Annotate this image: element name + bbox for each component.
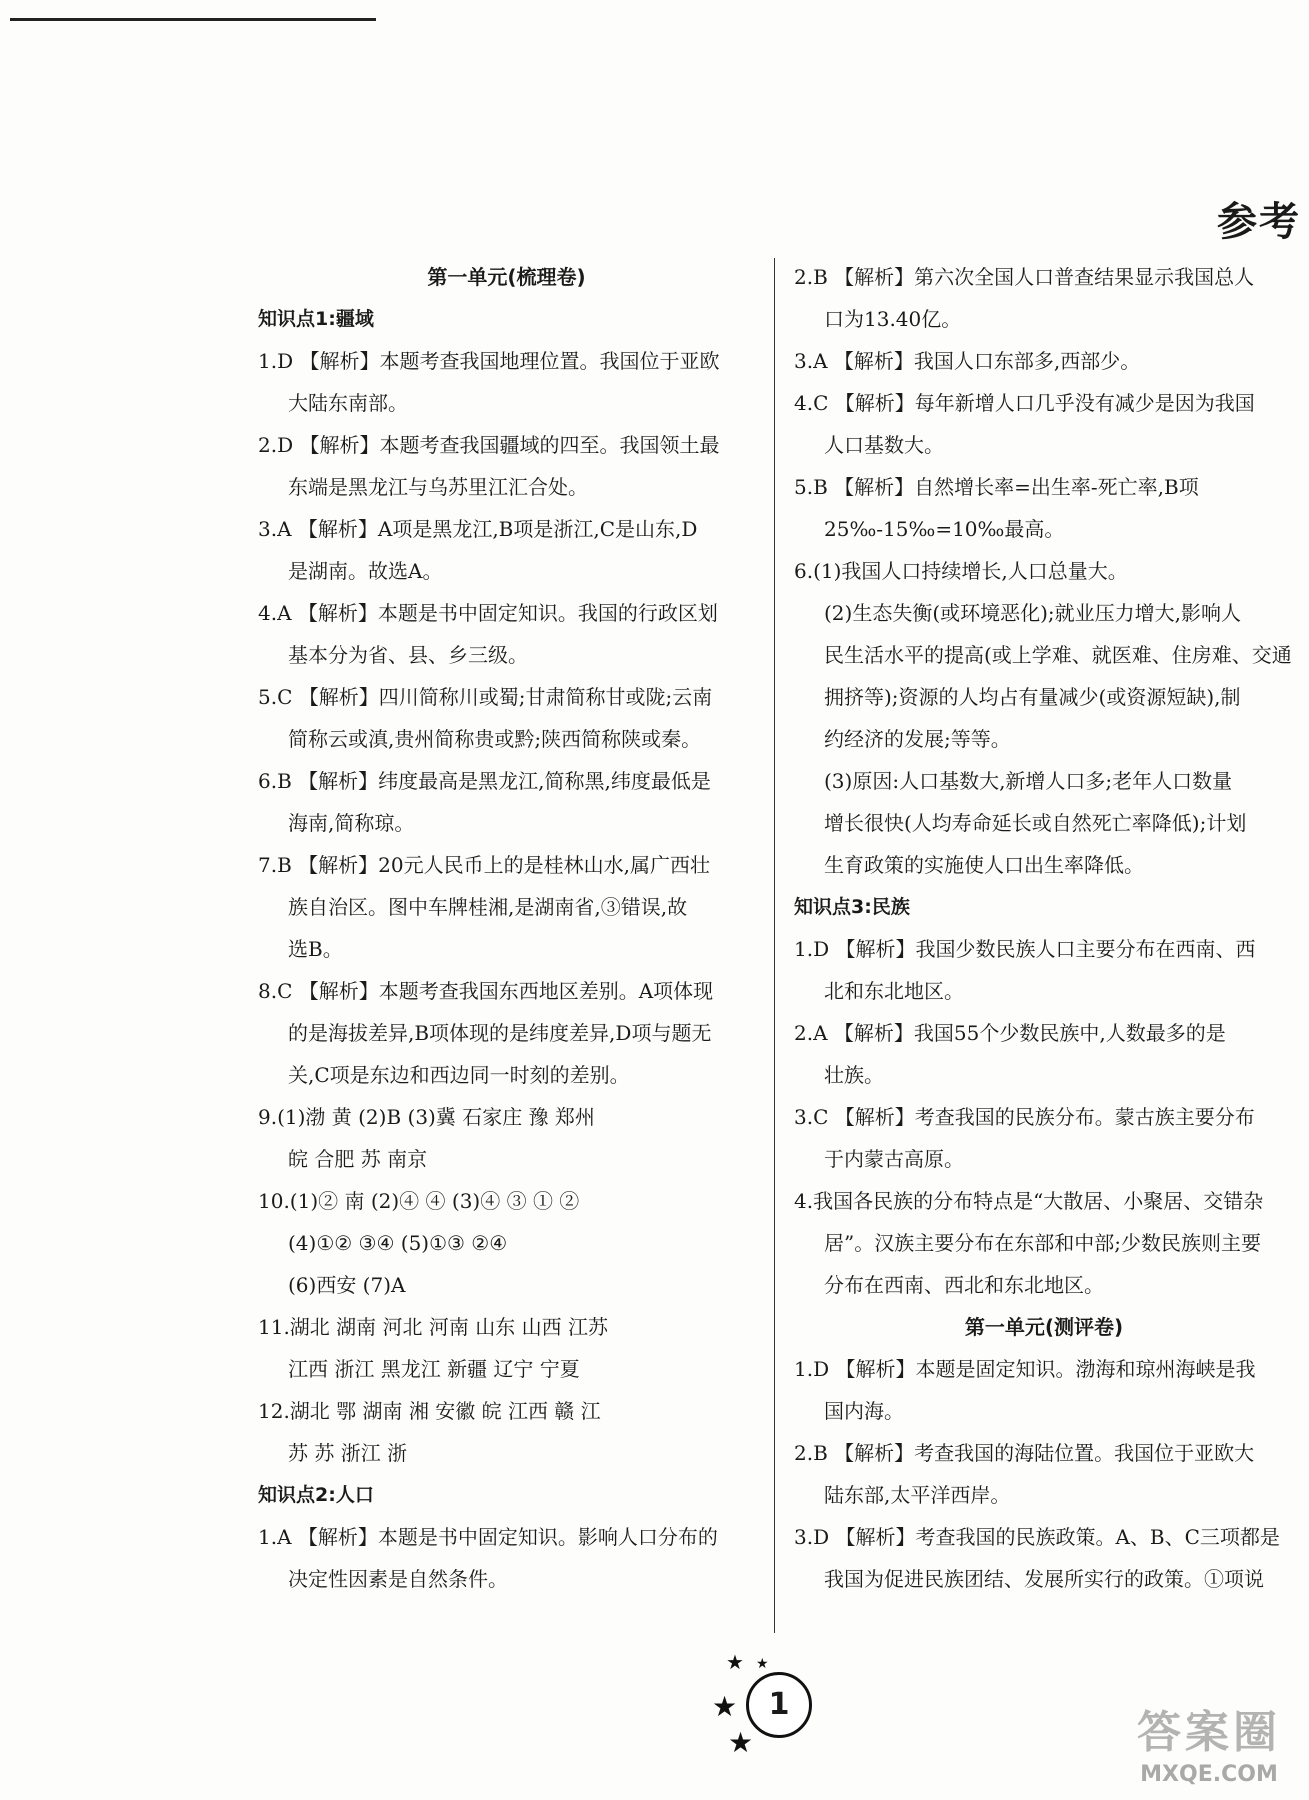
- answer-continuation: 的是海拔差异,B项体现的是纬度差异,D项与题无: [288, 1021, 712, 1045]
- answer-line: 11.湖北 湖南 河北 河南 山东 山西 江苏: [258, 1315, 608, 1339]
- answer-line: 2.A 【解析】我国55个少数民族中,人数最多的是: [794, 1021, 1226, 1045]
- answer-line: 9.(1)渤 黄 (2)B (3)冀 石家庄 豫 郑州: [258, 1105, 595, 1129]
- answer-continuation: 是湖南。故选A。: [288, 559, 443, 583]
- answer-continuation: (2)生态失衡(或环境恶化);就业压力增大,影响人: [824, 601, 1242, 625]
- knowledge-point-heading: 知识点2:人口: [258, 1484, 374, 1506]
- answer-line: 3.C 【解析】考查我国的民族分布。蒙古族主要分布: [794, 1105, 1255, 1129]
- answer-line: 5.C 【解析】四川简称川或蜀;甘肃简称甘或陇;云南: [258, 685, 713, 709]
- section-heading: 第一单元(梳理卷): [427, 265, 586, 289]
- answer-continuation: 北和东北地区。: [824, 979, 964, 1003]
- star-icon: ★: [712, 1690, 738, 1723]
- column-divider: [774, 258, 775, 1633]
- answer-line: 1.A 【解析】本题是书中固定知识。影响人口分布的: [258, 1525, 718, 1549]
- watermark-text: 答案圈: [1137, 1707, 1281, 1758]
- answer-line: 6.(1)我国人口持续增长,人口总量大。: [794, 559, 1128, 583]
- answer-continuation: 增长很快(人均寿命延长或自然死亡率降低);计划: [824, 811, 1247, 835]
- answer-continuation: 民生活水平的提高(或上学难、就医难、住房难、交通: [824, 643, 1292, 667]
- answer-continuation: 基本分为省、县、乡三级。: [288, 643, 528, 667]
- answer-continuation: 约经济的发展;等等。: [824, 727, 1011, 751]
- answer-line: 12.湖北 鄂 湖南 湘 安徽 皖 江西 赣 江: [258, 1399, 601, 1423]
- answer-continuation: 壮族。: [824, 1063, 884, 1087]
- top-rule: [10, 18, 376, 21]
- answer-line: 3.D 【解析】考查我国的民族政策。A、B、C三项都是: [794, 1525, 1280, 1549]
- answer-line: 5.B 【解析】自然增长率=出生率-死亡率,B项: [794, 475, 1199, 499]
- knowledge-point-heading: 知识点1:疆域: [258, 308, 374, 330]
- answer-continuation: (3)原因:人口基数大,新增人口多;老年人口数量: [824, 769, 1233, 793]
- star-icon: ★: [726, 1650, 744, 1674]
- answer-continuation: (6)西安 (7)A: [288, 1273, 406, 1297]
- watermark-url: MXQE.COM: [1140, 1762, 1278, 1787]
- answer-line: 3.A 【解析】我国人口东部多,西部少。: [794, 349, 1141, 373]
- answer-continuation: 皖 合肥 苏 南京: [288, 1147, 428, 1171]
- answer-continuation: 选B。: [288, 937, 343, 961]
- answer-continuation: 关,C项是东边和西边同一时刻的差别。: [288, 1063, 630, 1087]
- answer-line: 2.B 【解析】第六次全国人口普查结果显示我国总人: [794, 265, 1255, 289]
- answer-line: 2.B 【解析】考查我国的海陆位置。我国位于亚欧大: [794, 1441, 1255, 1465]
- answer-continuation: 苏 苏 浙江 浙: [288, 1441, 408, 1465]
- answer-line: 4.A 【解析】本题是书中固定知识。我国的行政区划: [258, 601, 718, 625]
- answer-continuation: 陆东部,太平洋西岸。: [824, 1483, 1011, 1507]
- watermark-logo: [1119, 1706, 1299, 1794]
- answer-line: 10.(1)② 南 (2)④ ④ (3)④ ③ ① ②: [258, 1189, 580, 1213]
- star-icon: ★: [728, 1726, 754, 1759]
- answer-continuation: 决定性因素是自然条件。: [288, 1567, 508, 1591]
- answer-continuation: 居”。汉族主要分布在东部和中部;少数民族则主要: [824, 1231, 1261, 1255]
- corner-title: 参考: [1217, 199, 1301, 245]
- answer-line: 1.D 【解析】本题是固定知识。渤海和琼州海峡是我: [794, 1357, 1256, 1381]
- answer-line: 1.D 【解析】本题考查我国地理位置。我国位于亚欧: [258, 349, 720, 373]
- answer-line: 3.A 【解析】A项是黑龙江,B项是浙江,C是山东,D: [258, 517, 698, 541]
- answer-continuation: 江西 浙江 黑龙江 新疆 辽宁 宁夏: [288, 1357, 580, 1381]
- section-heading: 第一单元(测评卷): [964, 1315, 1124, 1339]
- page-number: 1: [746, 1672, 812, 1738]
- answer-line: 7.B 【解析】20元人民币上的是桂林山水,属广西壮: [258, 853, 710, 877]
- right-column: [794, 256, 1294, 1600]
- answer-continuation: (4)①② ③④ (5)①③ ②④: [288, 1231, 508, 1255]
- answer-continuation: 我国为促进民族团结、发展所实行的政策。①项说: [824, 1567, 1264, 1591]
- answer-line: 8.C 【解析】本题考查我国东西地区差别。A项体现: [258, 979, 714, 1003]
- answer-line: 1.D 【解析】我国少数民族人口主要分布在西南、西: [794, 937, 1256, 961]
- answer-line: 6.B 【解析】纬度最高是黑龙江,简称黑,纬度最低是: [258, 769, 711, 793]
- answer-line: 2.D 【解析】本题考查我国疆域的四至。我国领土最: [258, 433, 720, 457]
- answer-continuation: 族自治区。图中车牌桂湘,是湖南省,③错误,故: [288, 895, 688, 919]
- answer-continuation: 拥挤等);资源的人均占有量减少(或资源短缺),制: [824, 685, 1241, 709]
- answer-continuation: 海南,简称琼。: [288, 811, 415, 835]
- answer-continuation: 生育政策的实施使人口出生率降低。: [824, 853, 1144, 877]
- knowledge-point-heading: 知识点3:民族: [794, 896, 910, 918]
- answer-continuation: 口为13.40亿。: [824, 307, 962, 331]
- answer-continuation: 25‰-15‰=10‰最高。: [824, 517, 1065, 541]
- answer-continuation: 分布在西南、西北和东北地区。: [824, 1273, 1104, 1297]
- answer-continuation: 大陆东南部。: [288, 391, 408, 415]
- answer-continuation: 于内蒙古高原。: [824, 1147, 964, 1171]
- answer-continuation: 东端是黑龙江与乌苏里江汇合处。: [288, 475, 588, 499]
- answer-continuation: 国内海。: [824, 1399, 904, 1423]
- star-icon: ★: [756, 1656, 769, 1672]
- answer-line: 4.我国各民族的分布特点是“大散居、小聚居、交错杂: [794, 1189, 1264, 1213]
- answer-continuation: 简称云或滇,贵州简称贵或黔;陕西简称陕或秦。: [288, 727, 702, 751]
- answer-line: 4.C 【解析】每年新增人口几乎没有减少是因为我国: [794, 391, 1255, 415]
- left-column: [258, 256, 755, 1600]
- answer-continuation: 人口基数大。: [824, 433, 944, 457]
